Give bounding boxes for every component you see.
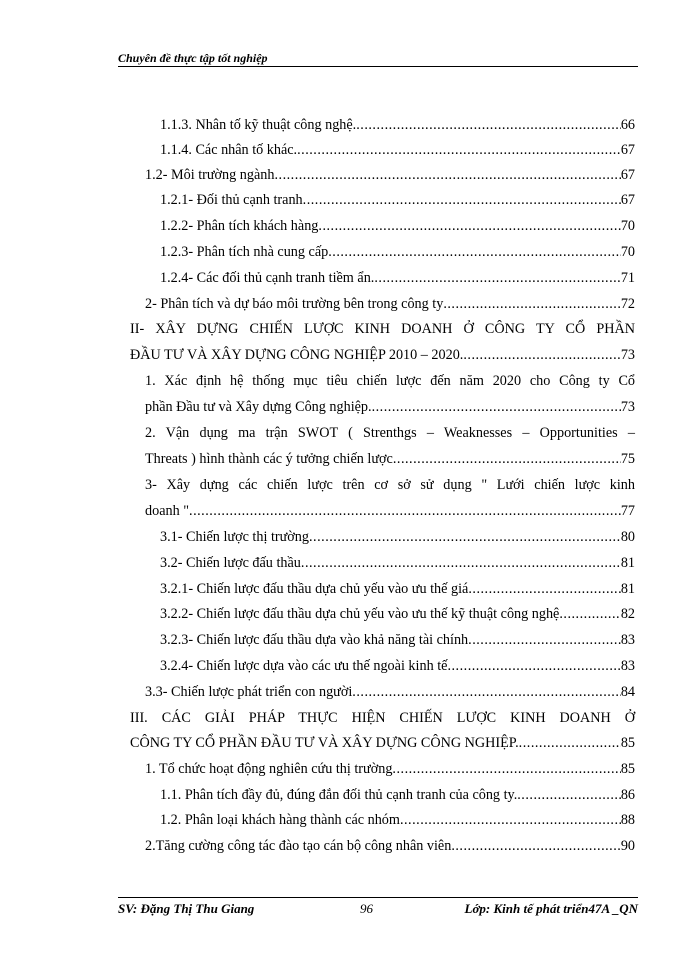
toc-page-number: 86	[620, 787, 635, 803]
toc-entry-label: 3.3- Chiến lược phát triển con người	[145, 684, 353, 700]
toc-leader	[356, 117, 621, 134]
toc-entry	[145, 399, 635, 416]
toc-entry-line1: II- XÂY DỰNG CHIẾN LƯỢC KINH DOANH Ở CÔNG TY CỔ PHẦN	[130, 321, 635, 337]
toc-entry	[145, 684, 635, 701]
toc-entry-label: 1.1.4. Các nhân tố khác.	[160, 142, 298, 158]
toc-page-number: 85	[620, 761, 635, 777]
toc-entry-label: 1.2.2- Phân tích khách hàng	[160, 218, 319, 234]
toc-leader	[374, 270, 620, 287]
toc-entry-line1: III. CÁC GIẢI PHÁP THỰC HIỆN CHIẾN LƯỢC KINH DOANH Ở	[130, 710, 635, 726]
toc-entry-label: doanh "	[145, 503, 190, 519]
toc-entry-label: 2.Tăng cường công tác đào tạo cán bộ công nhân viên	[145, 838, 452, 854]
toc-entry	[160, 192, 635, 209]
toc-entry	[130, 735, 635, 752]
toc-leader	[463, 347, 620, 364]
toc-entry	[160, 658, 635, 675]
toc-leader	[443, 296, 621, 313]
toc-page-number: 66	[620, 117, 635, 133]
toc-page-number: 73	[620, 347, 635, 363]
toc-entry-label: 1.2.1- Đối thủ cạnh tranh	[160, 192, 303, 208]
toc-entry-label: 3.1- Chiến lược thị trường	[160, 529, 309, 545]
toc-entry	[145, 838, 635, 855]
toc-entry	[160, 606, 635, 623]
toc-leader	[393, 451, 621, 468]
toc-leader	[301, 555, 621, 572]
toc-entry-label: 3.2.3- Chiến lược đấu thầu dựa vào khả năng tài chính	[160, 632, 469, 648]
toc-leader	[297, 142, 621, 159]
toc-page-number: 73	[620, 399, 635, 415]
toc-leader	[451, 838, 620, 855]
toc-entry-label: 3.2.2- Chiến lược đấu thầu dựa chủ yếu vào ưu thế kỹ thuật công nghệ	[160, 606, 560, 622]
toc-entry-line1: 1. Xác định hệ thống mục tiêu chiến lược đến năm 2020 cho Công ty Cổ	[145, 373, 635, 389]
toc-entry-label: 1.2.3- Phân tích nhà cung cấp	[160, 244, 329, 260]
toc-entry-line1: 3- Xây dựng các chiến lược trên cơ sở sử dụng " Lưới chiến lược kinh	[145, 477, 635, 493]
toc-entry	[160, 555, 635, 572]
toc-entry	[160, 270, 635, 287]
toc-leader	[468, 581, 620, 598]
toc-leader	[519, 735, 621, 752]
toc-entry-label: Threats ) hình thành các ý tưởng chiến lược	[145, 451, 393, 467]
toc-page-number: 83	[620, 632, 635, 648]
toc-entry	[160, 244, 635, 261]
toc-leader	[274, 167, 620, 184]
toc-entry-label: CÔNG TY CỔ PHẦN ĐẦU TƯ VÀ XÂY DỰNG CÔNG NGHIỆP.	[130, 735, 519, 751]
toc-entry-label: 3.2.4- Chiến lược dựa vào các ưu thế ngoài kinh tế	[160, 658, 448, 674]
toc-page-number: 67	[620, 142, 635, 158]
toc-entry	[160, 581, 635, 598]
toc-leader	[372, 399, 621, 416]
toc-entry	[145, 296, 635, 313]
toc-page-number: 81	[620, 581, 635, 597]
toc-entry	[145, 503, 635, 520]
toc-entry-label: ĐẦU TƯ VÀ XÂY DỰNG CÔNG NGHIỆP 2010 – 2020.	[130, 347, 464, 363]
footer-student-name: SV: Đặng Thị Thu Giang	[118, 901, 255, 916]
toc-leader	[559, 606, 620, 623]
toc-entry-label: 1.1. Phân tích đầy đủ, đúng đắn đối thủ cạnh tranh của công ty.	[160, 787, 518, 803]
toc-entry-label: 3.2- Chiến lược đấu thầu	[160, 555, 301, 571]
toc-page-number: 83	[620, 658, 635, 674]
toc-page-number: 72	[620, 296, 635, 312]
toc-page-number: 70	[620, 244, 635, 260]
toc-leader	[468, 632, 621, 649]
toc-entry-line1: 2. Vận dụng ma trận SWOT ( Strenthgs – Weaknesses – Opportunities –	[145, 425, 635, 441]
toc-entry	[160, 142, 635, 159]
toc-entry	[160, 218, 635, 235]
toc-entry-label: 1.2- Môi trường ngành	[145, 167, 275, 183]
toc-entry-label: phần Đầu tư và Xây dựng Công nghiệp.	[145, 399, 372, 415]
toc-page-number: 75	[620, 451, 635, 467]
page-header	[118, 52, 638, 67]
toc-entry-label: 1.1.3. Nhân tố kỹ thuật công nghệ.	[160, 117, 357, 133]
toc-leader	[189, 503, 621, 520]
toc-entry	[130, 347, 635, 364]
toc-page-number: 88	[620, 812, 635, 828]
toc-page-number: 80	[620, 529, 635, 545]
toc-page-number: 82	[620, 606, 635, 622]
toc-page-number: 67	[620, 167, 635, 183]
toc-leader	[309, 529, 621, 546]
toc-entry-label: 1. Tổ chức hoạt động nghiên cứu thị trường	[145, 761, 393, 777]
toc-entry	[160, 632, 635, 649]
toc-leader	[303, 192, 621, 209]
toc-page-number: 71	[620, 270, 635, 286]
toc-leader	[352, 684, 621, 701]
footer-page-number: 96	[360, 901, 373, 916]
toc-page-number: 85	[620, 735, 635, 751]
page-footer	[118, 897, 638, 916]
toc-leader	[447, 658, 620, 675]
toc-entry	[160, 529, 635, 546]
toc-leader	[400, 812, 621, 829]
toc-entry-label: 1.2. Phân loại khách hàng thành các nhóm	[160, 812, 400, 828]
toc-entry	[145, 451, 635, 468]
toc-page-number: 90	[620, 838, 635, 854]
toc-page-number: 77	[620, 503, 635, 519]
toc-leader	[517, 787, 621, 804]
toc-leader	[328, 244, 621, 261]
toc-entry-label: 2- Phân tích và dự báo môi trường bên trong công ty	[145, 296, 444, 312]
toc-entry-label: 1.2.4- Các đối thủ cạnh tranh tiềm ẩn.	[160, 270, 375, 286]
toc-entry	[145, 761, 635, 778]
toc-entry-label: 3.2.1- Chiến lược đấu thầu dựa chủ yếu vào ưu thế giá	[160, 581, 469, 597]
toc-entry	[160, 812, 635, 829]
toc-page-number: 81	[620, 555, 635, 571]
toc-page-number: 67	[620, 192, 635, 208]
footer-class: Lớp: Kinh tế phát triển47A _QN	[464, 901, 638, 916]
toc-entry	[160, 787, 635, 804]
toc-entry	[145, 167, 635, 184]
toc-entry	[160, 117, 635, 134]
toc-leader	[318, 218, 620, 235]
toc-leader	[392, 761, 620, 778]
toc-page-number: 84	[620, 684, 635, 700]
header-title: Chuyên đề thực tập tốt nghiệp	[118, 51, 268, 65]
toc-page-number: 70	[620, 218, 635, 234]
